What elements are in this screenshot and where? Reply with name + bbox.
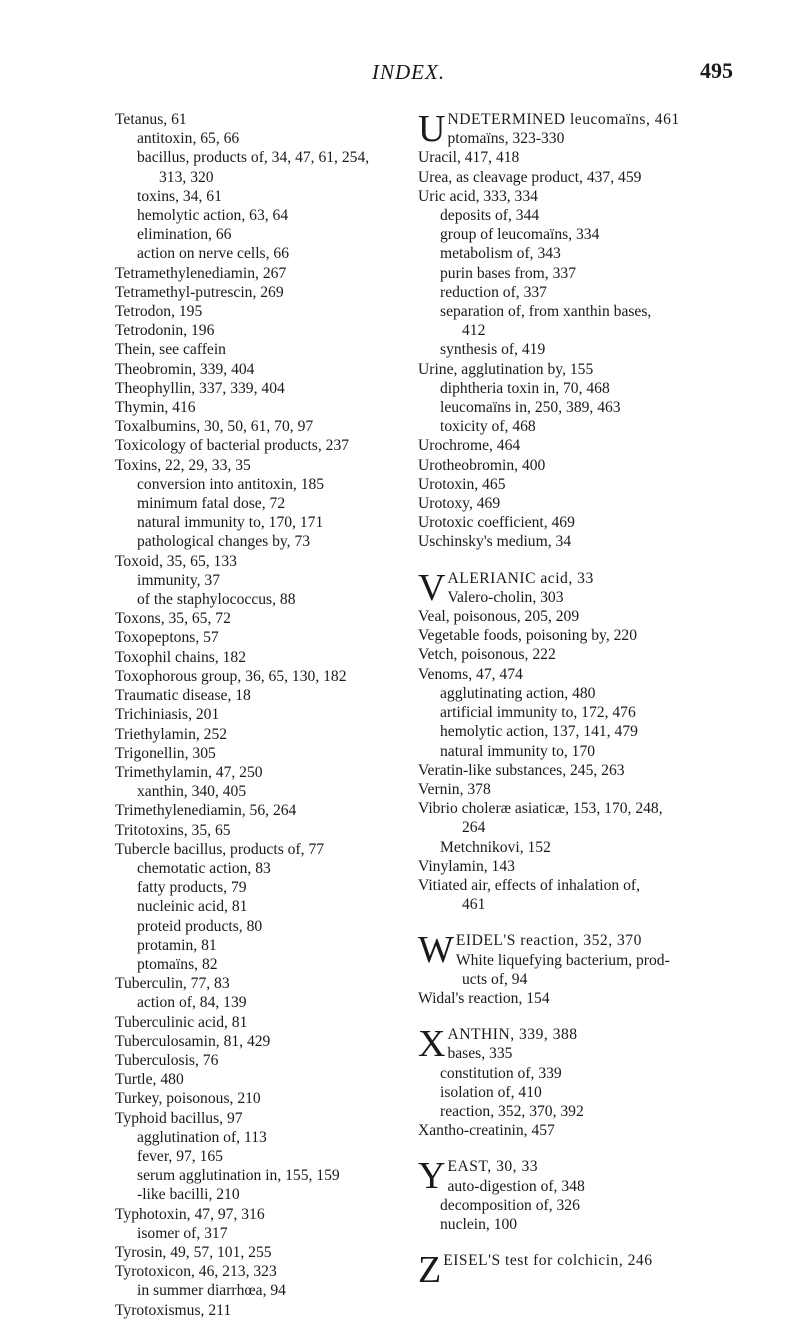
lead-entry: EAST, 30, 33 xyxy=(447,1158,539,1176)
drop-cap: Z xyxy=(418,1249,442,1292)
index-entry: Thein, see caffein xyxy=(115,341,226,359)
index-entry: Tuberculin, 77, 83 xyxy=(115,975,230,993)
index-entry: Toxoid, 35, 65, 133 xyxy=(115,552,237,570)
index-subentry: natural immunity to, 170, 171 xyxy=(137,514,324,532)
index-entry: Urochrome, 464 xyxy=(418,437,521,455)
index-entry: Urine, agglutination by, 155 xyxy=(418,360,594,378)
letter-section-z xyxy=(418,1249,708,1292)
index-subentry: nucleinic acid, 81 xyxy=(137,898,248,916)
index-subentry: nuclein, 100 xyxy=(440,1215,518,1233)
lead-subentry: auto-digestion of, 348 xyxy=(447,1177,585,1195)
index-entry: Triethylamin, 252 xyxy=(115,725,228,743)
index-subentry: leucomaïns in, 250, 389, 463 xyxy=(440,399,621,417)
index-subentry: decomposition of, 326 xyxy=(440,1196,580,1214)
index-entry: Toxicology of bacterial products, 237 xyxy=(115,437,350,455)
index-entry: Toxophil chains, 182 xyxy=(115,648,247,666)
index-entry: Tyrotoxismus, 211 xyxy=(115,1301,232,1319)
lead-entry: NDETERMINED leucomaïns, 461 xyxy=(447,111,680,128)
index-entry: Trimethylamin, 47, 250 xyxy=(115,763,263,781)
drop-cap: V xyxy=(418,566,446,609)
page-header xyxy=(0,40,800,84)
index-subentry: 264 xyxy=(462,819,486,837)
index-entry: Tritotoxins, 35, 65 xyxy=(115,821,231,839)
index-entry: Toxopeptons, 57 xyxy=(115,629,219,647)
index-entry: Uric acid, 333, 334 xyxy=(418,187,538,205)
index-entry: Typhotoxin, 47, 97, 316 xyxy=(115,1205,265,1223)
index-subentry: ptomaïns, 82 xyxy=(137,955,218,973)
index-entry: Traumatic disease, 18 xyxy=(115,687,251,705)
index-subentry: fever, 97, 165 xyxy=(137,1147,223,1165)
index-subentry: action of, 84, 139 xyxy=(137,994,247,1012)
index-subentry: protamin, 81 xyxy=(137,936,217,954)
index-entry: Tuberculosamin, 81, 429 xyxy=(115,1032,271,1050)
index-subentry: antitoxin, 65, 66 xyxy=(137,130,240,148)
index-subentry: toxicity of, 468 xyxy=(440,418,536,436)
index-entry: Vibrio choleræ asiaticæ, 153, 170, 248, xyxy=(418,800,663,818)
index-subentry: pathological changes by, 73 xyxy=(137,533,311,551)
index-entry: Veratin-like substances, 245, 263 xyxy=(418,761,625,779)
index-subentry: immunity, 37 xyxy=(137,571,221,589)
index-subentry: of the staphylococcus, 88 xyxy=(137,591,296,609)
index-entry: Urotoxic coefficient, 469 xyxy=(418,514,575,532)
lead-subentry: bases, 335 xyxy=(447,1045,513,1063)
index-subentry: hemolytic action, 63, 64 xyxy=(137,207,289,225)
index-entry: Widal's reaction, 154 xyxy=(418,989,550,1007)
index-subentry: synthesis of, 419 xyxy=(440,341,546,359)
index-subentry: reaction, 352, 370, 392 xyxy=(440,1102,584,1120)
index-entry: Venoms, 47, 474 xyxy=(418,665,523,683)
lead-entry: EIDEL'S reaction, 352, 370 xyxy=(455,932,642,950)
lead-entry: ALERIANIC acid, 33 xyxy=(447,569,594,587)
index-subentry: 461 xyxy=(462,896,486,914)
index-subentry: action on nerve cells, 66 xyxy=(137,245,289,263)
index-entry: Urotheobromin, 400 xyxy=(418,456,546,474)
index-entry: Theophyllin, 337, 339, 404 xyxy=(115,379,285,397)
letter-section-v xyxy=(418,566,708,915)
index-subentry: -like bacilli, 210 xyxy=(137,1186,240,1204)
index-entry: Theobromin, 339, 404 xyxy=(115,360,255,378)
index-subentry: proteid products, 80 xyxy=(137,917,263,935)
index-entry: Tuberculinic acid, 81 xyxy=(115,1013,248,1031)
index-entry: Tyrosin, 49, 57, 101, 255 xyxy=(115,1243,272,1261)
index-entry: Tyrotoxicon, 46, 213, 323 xyxy=(115,1263,277,1281)
index-entry: Toxons, 35, 65, 72 xyxy=(115,610,231,628)
index-entry: Veal, poisonous, 205, 209 xyxy=(418,608,580,626)
drop-cap: X xyxy=(418,1023,446,1066)
letter-section-w xyxy=(418,931,708,1008)
index-subentry: hemolytic action, 137, 141, 479 xyxy=(440,723,638,741)
index-subentry: isolation of, 410 xyxy=(440,1083,542,1101)
index-subentry: fatty products, 79 xyxy=(137,879,247,897)
index-entry: Tubercle bacillus, products of, 77 xyxy=(115,840,325,858)
index-entry: Urea, as cleavage product, 437, 459 xyxy=(418,168,642,186)
index-subentry: natural immunity to, 170 xyxy=(440,742,596,760)
index-entry: Uschinsky's medium, 34 xyxy=(418,533,572,551)
index-subentry: separation of, from xanthin bases, xyxy=(440,303,652,321)
index-entry: Urotoxin, 465 xyxy=(418,475,506,493)
index-subentry: minimum fatal dose, 72 xyxy=(137,495,286,513)
index-subentry: xanthin, 340, 405 xyxy=(137,783,247,801)
section-lead xyxy=(418,110,708,148)
index-entry: Toxalbumins, 30, 50, 61, 70, 97 xyxy=(115,418,314,436)
index-entry: Uracil, 417, 418 xyxy=(418,149,520,167)
lead-subentry-cont: ucts of, 94 xyxy=(462,970,528,988)
index-entry: Typhoid bacillus, 97 xyxy=(115,1109,243,1127)
index-subentry: elimination, 66 xyxy=(137,226,232,244)
index-entry: Vetch, poisonous, 222 xyxy=(418,646,556,664)
index-subentry: artificial immunity to, 172, 476 xyxy=(440,704,636,722)
letter-section-y xyxy=(418,1157,708,1234)
index-entry: Thymin, 416 xyxy=(115,399,196,417)
index-subentry: agglutinating action, 480 xyxy=(440,684,596,702)
index-entry: Tuberculosis, 76 xyxy=(115,1051,219,1069)
index-entry: Tetrodonin, 196 xyxy=(115,322,215,340)
index-entry: Tetramethyl-putrescin, 269 xyxy=(115,283,284,301)
index-subentry: chemotatic action, 83 xyxy=(137,859,271,877)
section-lead xyxy=(418,566,708,609)
index-subentry: 412 xyxy=(462,322,486,340)
index-entry: Tetramethylenediamin, 267 xyxy=(115,264,287,282)
index-entry: Trichiniasis, 201 xyxy=(115,706,220,724)
index-entry: Xantho-creatinin, 457 xyxy=(418,1122,555,1140)
section-lead xyxy=(418,931,708,989)
index-entry: Tetanus, 61 xyxy=(115,111,187,128)
index-entry: Toxophorous group, 36, 65, 130, 182 xyxy=(115,667,347,685)
section-lead xyxy=(418,1155,708,1198)
index-subentry: agglutination of, 113 xyxy=(137,1128,267,1146)
section-lead xyxy=(418,1249,708,1292)
index-subentry: deposits of, 344 xyxy=(440,207,540,225)
index-subentry: toxins, 34, 61 xyxy=(137,187,222,205)
index-entry: Urotoxy, 469 xyxy=(418,495,501,513)
drop-cap: W xyxy=(418,929,454,972)
index-entry: Turkey, poisonous, 210 xyxy=(115,1090,261,1108)
index-subentry: constitution of, 339 xyxy=(440,1064,562,1082)
index-subentry: metabolism of, 343 xyxy=(440,245,561,263)
index-entry: Vitiated air, effects of inhalation of, xyxy=(418,876,641,894)
index-subentry: reduction of, 337 xyxy=(440,283,547,301)
drop-cap: U xyxy=(418,108,446,150)
index-subentry: in summer diarrhœa, 94 xyxy=(137,1282,286,1300)
index-subentry: Metchnikovi, 152 xyxy=(440,838,551,856)
drop-cap: Y xyxy=(418,1155,446,1198)
index-subentry: diphtheria toxin in, 70, 468 xyxy=(440,379,610,397)
index-entry: Vegetable foods, poisoning by, 220 xyxy=(418,627,638,645)
index-entry: Toxins, 22, 29, 33, 35 xyxy=(115,456,251,474)
index-entry: Vinylamin, 143 xyxy=(418,857,515,875)
index-entry: Tetrodon, 195 xyxy=(115,303,203,321)
page-number: 495 xyxy=(700,58,733,83)
right-column xyxy=(418,108,708,1292)
lead-entry: EISEL'S test for colchicin, 246 xyxy=(443,1252,653,1270)
index-subentry: purin bases from, 337 xyxy=(440,264,576,282)
lead-subentry: White liquefying bacterium, prod- xyxy=(455,951,670,969)
lead-subentry: Valero-cholin, 303 xyxy=(447,588,564,606)
index-subentry: 313, 320 xyxy=(159,168,214,186)
index-entry: Turtle, 480 xyxy=(115,1071,184,1089)
index-entry: Vernin, 378 xyxy=(418,780,491,798)
index-subentry: group of leucomaïns, 334 xyxy=(440,226,600,244)
lead-subentry: ptomaïns, 323-330 xyxy=(447,130,565,148)
left-column xyxy=(115,110,410,1320)
index-subentry: serum agglutination in, 155, 159 xyxy=(137,1167,340,1185)
section-lead xyxy=(418,1023,708,1066)
index-entry: Trigonellin, 305 xyxy=(115,744,216,762)
index-entry: Trimethylenediamin, 56, 264 xyxy=(115,802,297,820)
letter-section-x xyxy=(418,1025,708,1140)
lead-entry: ANTHIN, 339, 388 xyxy=(447,1026,578,1044)
index-subentry: bacillus, products of, 34, 47, 61, 254, xyxy=(137,149,370,167)
letter-section-u xyxy=(418,110,708,552)
index-subentry: isomer of, 317 xyxy=(137,1224,228,1242)
index-subentry: conversion into antitoxin, 185 xyxy=(137,475,325,493)
running-title: INDEX. xyxy=(372,60,446,84)
